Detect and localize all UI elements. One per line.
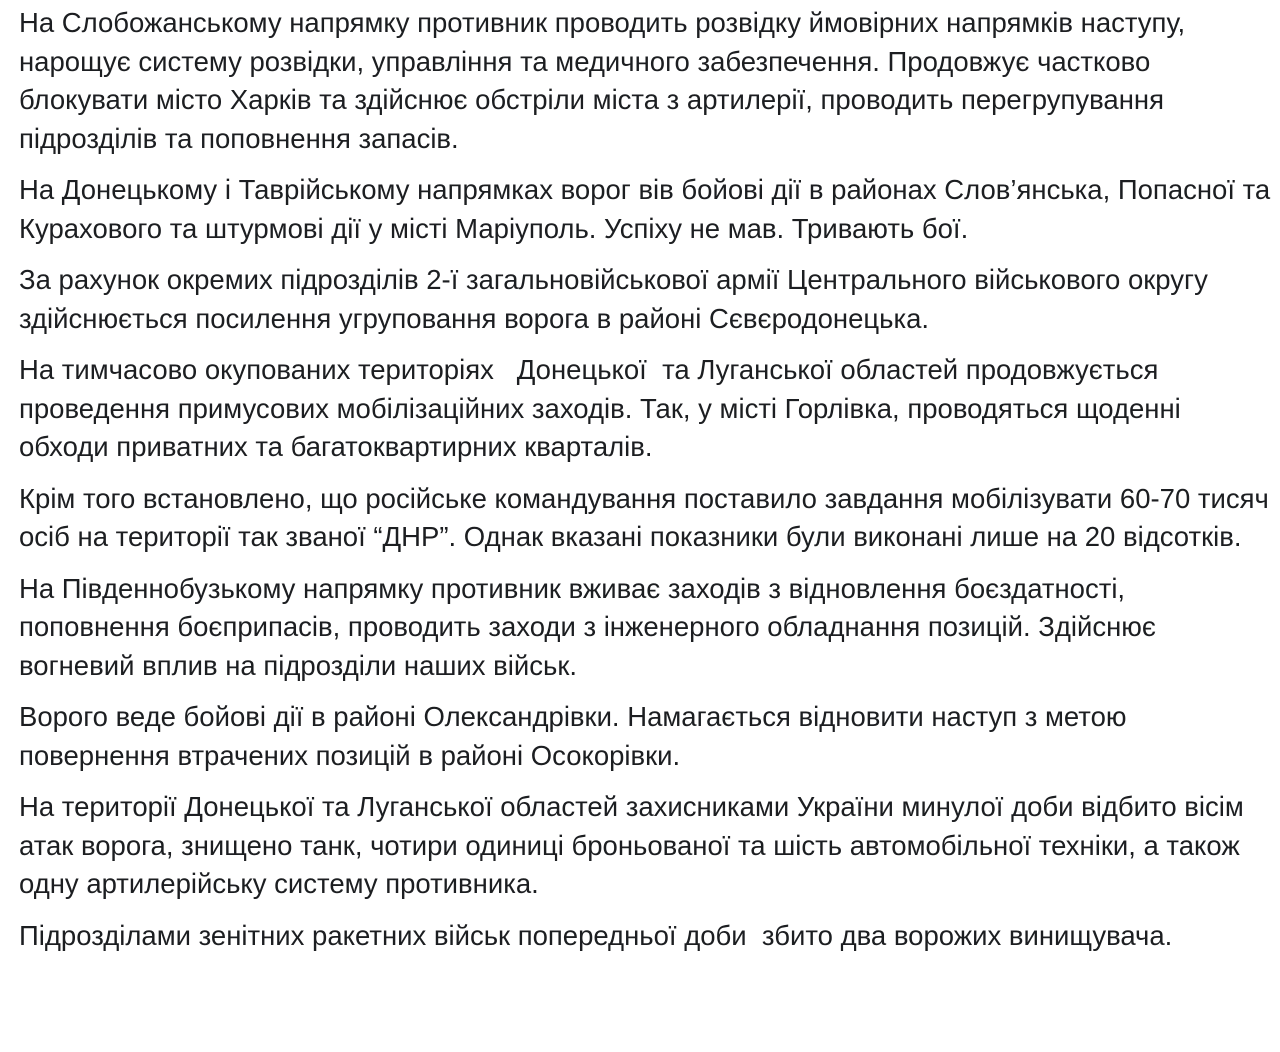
paragraph-pivdennobuzky: На Південнобузькому напрямку противник вживає заходів з відновлення боєздатності, поповнення боєприпасів, проводить заходи з інженерного обладнання позицій. Здійснює вогневий вплив на підрозділи наших військ. (19, 572, 1164, 681)
paragraph-reinforcement: За рахунок окремих підрозділів 2-ї загальновійськової армії Центрального військового округу здійснюється посилення угруповання ворога в районі Сєвєродонецька. (19, 264, 1216, 334)
paragraph-slobozhansky: На Слобожанському напрямку противник проводить розвідку ймовірних напрямків наступу, нарощує систему розвідки, управління та медичного забезпечення. Продовжує частково блокувати місто Харків та здійснює обстріли міста з артилерії, проводить перегрупування підрозділів та поповнення запасів. (19, 7, 1193, 154)
paragraph-mobilization: На тимчасово окупованих територіях Донецької та Луганської областей продовжується проведення примусових мобілізаційних заходів. Так, у місті Горлівка, проводяться щоденні обходи приватних та багатоквартирних кварталів. (19, 354, 1189, 462)
paragraph-air-defense: Підрозділами зенітних ракетних військ попередньої доби збито два ворожих винищувача. (19, 919, 1173, 951)
paragraph-mobilization-targets: Крім того встановлено, що російське командування поставило завдання мобілізувати 60-70 тисяч осіб на території так званої “ДНР”. Однак вказані показники були виконані лише на 20 відсотків. (19, 482, 1277, 552)
paragraph-oleksandrivka: Ворого веде бойові дії в районі Олександрівки. Намагається відновити наступ з метою повернення втрачених позицій в районі Осокорівки. (19, 701, 1135, 771)
paragraph-repelled-attacks: На території Донецької та Луганської областей захисниками України минулої доби відбито вісім атак ворога, знищено танк, чотири одиниці броньованої та шість автомобільної техніки, а також одну артилерійську систему противника. (19, 791, 1252, 899)
paragraph-donetsk-tavria: На Донецькому і Таврійському напрямках ворог вів бойові дії в районах Слов’янська, Попасної та Курахового та штурмові дії у місті Маріуполь. Успіху не мав. Тривають бої. (19, 174, 1278, 244)
